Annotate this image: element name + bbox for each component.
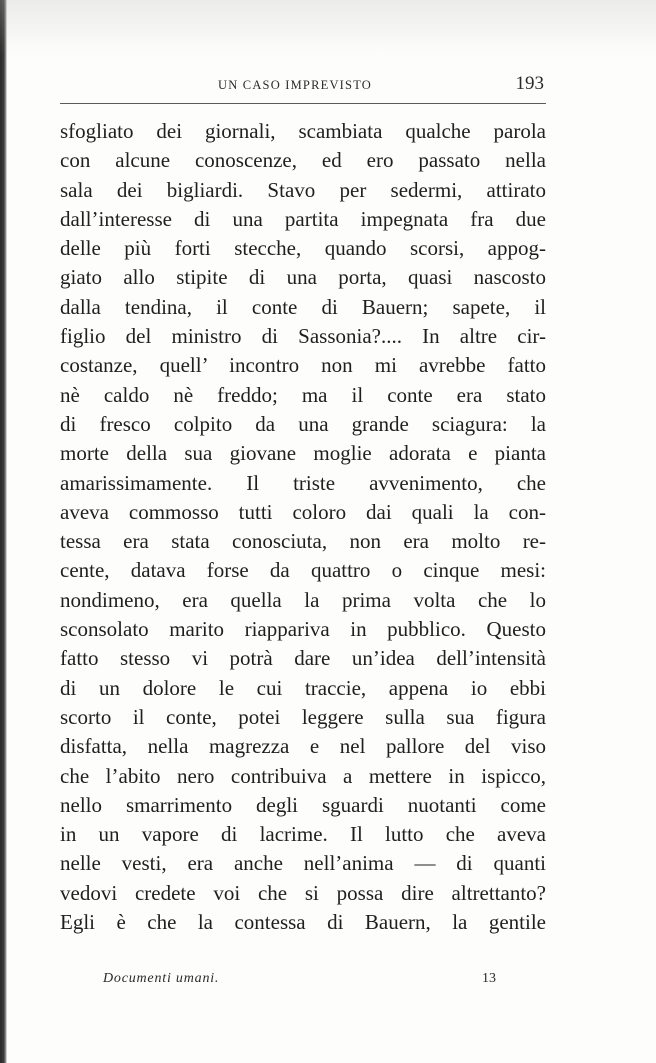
text-line: sala dei bigliardi. Stavo per sedermi, attirato — [60, 177, 546, 202]
text-line: delle più forti stecche, quando scorsi, appog- — [60, 236, 546, 261]
text-line: figlio del ministro di Sassonia?.... In altre cir- — [60, 324, 546, 349]
text-line: amarissimamente. Il triste avvenimento, che — [60, 470, 546, 495]
text-line: di un dolore le cui traccie, appena io ebbi — [60, 675, 546, 700]
signature-mark: Documenti umani. — [103, 971, 220, 986]
text-line: nelle vesti, era anche nell’anima — di quanti — [60, 851, 546, 876]
text-line: cente, datava forse da quattro o cinque mesi: — [60, 558, 546, 583]
body-text — [60, 117, 546, 937]
binding-edge — [0, 0, 7, 1063]
scan-shading — [0, 0, 656, 55]
text-line: vedovi credete voi che si possa dire altrettanto? — [60, 880, 546, 905]
text-line: costanze, quell’ incontro non mi avrebbe fatto — [60, 353, 546, 378]
page-number: 193 — [515, 73, 544, 94]
header-rule — [60, 103, 546, 104]
text-line: aveva commosso tutti coloro dai quali la con- — [60, 499, 546, 524]
text-line: sfogliato dei giornali, scambiata qualche parola — [60, 119, 546, 143]
text-line: disfatta, nella magrezza e nel pallore del viso — [60, 734, 546, 759]
text-line: dalla tendina, il conte di Bauern; sapete, il — [60, 294, 546, 319]
text-line: morte della sua giovane moglie adorata e pianta — [60, 441, 546, 466]
text-line: nè caldo nè freddo; ma il conte era stato — [60, 382, 546, 407]
text-line: tessa era stata conosciuta, non era molto re- — [60, 529, 546, 554]
text-line: con alcune conoscenze, ed ero passato nella — [60, 148, 546, 173]
text-line: nondimeno, era quella la prima volta che lo — [60, 587, 546, 612]
text-line: dall’interesse di una partita impegnata fra due — [60, 206, 546, 231]
text-line: nello smarrimento degli sguardi nuotanti come — [60, 792, 546, 817]
sheet-number: 13 — [482, 971, 496, 986]
text-line: sconsolato marito riappariva in pubblico. Questo — [60, 617, 546, 642]
text-line: che l’abito nero contribuiva a mettere in ispicco, — [60, 763, 546, 788]
running-header — [60, 72, 546, 98]
text-line: Egli è che la contessa di Bauern, la gentile — [60, 910, 546, 935]
running-title: UN CASO IMPREVISTO — [218, 78, 373, 92]
text-line: scorto il conte, potei leggere sulla sua figura — [60, 704, 546, 729]
text-line: in un vapore di lacrime. Il lutto che aveva — [60, 822, 546, 847]
text-line: fatto stesso vi potrà dare un’idea dell’intensità — [60, 646, 546, 671]
text-line: di fresco colpito da una grande sciagura: la — [60, 411, 546, 436]
text-line: giato allo stipite di una porta, quasi nascosto — [60, 265, 546, 290]
